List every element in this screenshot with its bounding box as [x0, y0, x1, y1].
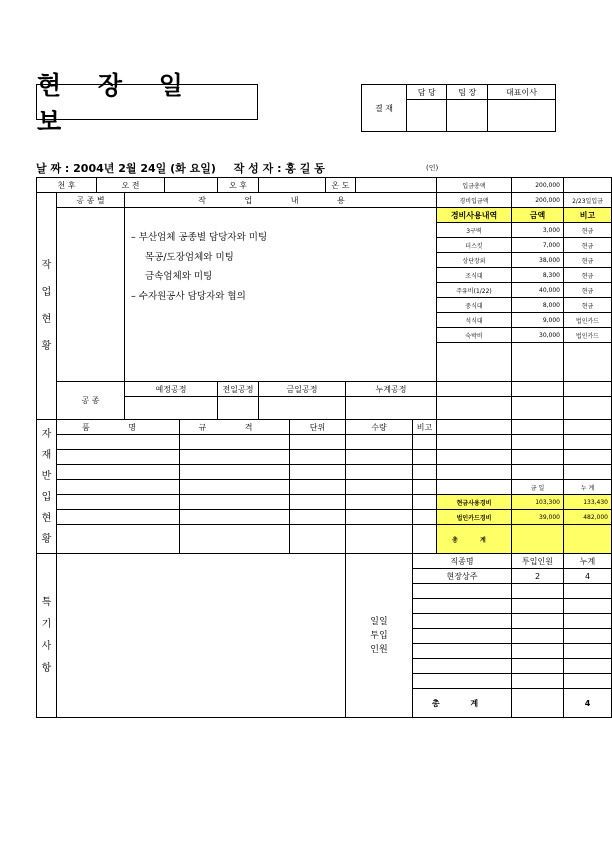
work-content-header: 작 업 내 용	[125, 193, 437, 208]
trade-cell[interactable]	[57, 208, 125, 382]
grand-total-today	[512, 525, 564, 554]
expense-item-note: 현금	[564, 283, 612, 298]
cash-expense-label: 현금사용경비	[437, 495, 512, 510]
trade-header: 공 종 별	[57, 193, 125, 208]
process-today-value[interactable]	[259, 397, 346, 420]
expense-item-note: 현금	[564, 298, 612, 313]
approval-header-leader: 팀 장	[447, 85, 487, 100]
expense-header-note: 비고	[564, 208, 612, 223]
materials-header-name: 품 명	[57, 420, 180, 435]
approval-sign-ceo[interactable]	[487, 100, 555, 132]
deposit-label: 입금총액	[437, 178, 512, 193]
labor-header-trade: 직종명	[413, 554, 512, 569]
work-line: – 부산엄체 공종별 담당자와 미팅	[131, 232, 268, 243]
expense-item-name: 주유비(1/22)	[437, 283, 512, 298]
weather-pm-value[interactable]	[259, 178, 326, 193]
page-title: 현 장 일 보	[36, 84, 258, 120]
materials-header-spec: 규 격	[180, 420, 290, 435]
materials-row[interactable]	[37, 435, 612, 450]
grand-total-label: 총 계	[437, 525, 512, 554]
expense-item-name: 조식대	[437, 268, 512, 283]
cash-expense-total: 133,430	[564, 495, 612, 510]
process-header-previous: 전일공정	[218, 382, 259, 397]
report-table	[36, 177, 612, 718]
temp-value[interactable]	[356, 178, 437, 193]
labor-grand-total: 4	[564, 689, 612, 718]
approval-header-ceo: 대표이사	[487, 85, 555, 100]
weather-am-value[interactable]	[165, 178, 218, 193]
work-line: 목공/도장엄체와 미팅	[145, 251, 234, 263]
expense-label: 경비입금액	[437, 193, 512, 208]
expense-item-amount: 40,000	[512, 283, 564, 298]
expense-header-amount: 금액	[512, 208, 564, 223]
seal-mark: (인)	[426, 164, 439, 172]
materials-section-label: 자 재 반 입 현 황	[37, 420, 57, 554]
approval-sign-staff[interactable]	[407, 100, 447, 132]
card-expense-today: 39,000	[512, 510, 564, 525]
work-section-label: 작 업 현 황	[37, 193, 57, 420]
materials-header-note: 비고	[413, 420, 437, 435]
card-expense-label: 법인카드경비	[437, 510, 512, 525]
weather-pm-label: 오 후	[218, 178, 259, 193]
labor-total: 4	[564, 569, 612, 584]
approval-sign-leader[interactable]	[447, 100, 487, 132]
expense-item-name: 상단장외	[437, 253, 512, 268]
labor-section-label: 일일 투입 인원	[346, 554, 413, 718]
expense-item-amount: 30,000	[512, 328, 564, 343]
work-line: 금속엄체와 미팅	[145, 271, 213, 282]
expense-note: 2/23일입금	[564, 193, 612, 208]
author-line: 작 성 자 : 홍 길 동	[233, 162, 325, 175]
process-header-today: 금일공정	[259, 382, 346, 397]
notes-content[interactable]	[57, 554, 346, 718]
expense-item-amount: 9,000	[512, 313, 564, 328]
approval-label: 결 재	[362, 85, 407, 132]
expense-item-name: 3구벽	[437, 223, 512, 238]
temp-label: 온 도	[326, 178, 356, 193]
process-planned-value[interactable]	[125, 397, 218, 420]
expense-item-note: 현금	[564, 253, 612, 268]
expense-item-note: 현금	[564, 268, 612, 283]
expense-item-amount: 8,300	[512, 268, 564, 283]
expense-item-note: 법인카드	[564, 328, 612, 343]
report-header	[36, 160, 556, 174]
process-header-cumulative: 누계공정	[346, 382, 437, 397]
process-cumulative-value[interactable]	[346, 397, 437, 420]
materials-header-qty: 수량	[346, 420, 413, 435]
date-line: 날 짜 : 2004년 2월 24일 (화 요일)	[36, 162, 216, 175]
expense-item-amount: 7,000	[512, 238, 564, 253]
expense-amount: 200,000	[512, 193, 564, 208]
process-label: 공 종	[57, 382, 125, 420]
cash-expense-today: 103,300	[512, 495, 564, 510]
summary-header-total: 누 계	[564, 480, 612, 495]
weather-label: 천 후	[37, 178, 97, 193]
labor-total-label: 총 계	[413, 689, 512, 718]
process-previous-value[interactable]	[218, 397, 259, 420]
card-expense-total: 482,000	[564, 510, 612, 525]
work-content[interactable]	[125, 208, 437, 382]
expense-item-name: 석식대	[437, 313, 512, 328]
notes-section-label: 특 기 사 항	[37, 554, 57, 718]
labor-header-total: 누계	[564, 554, 612, 569]
work-line: – 수자원공사 담당자와 협의	[131, 290, 246, 302]
expense-item-amount: 3,000	[512, 223, 564, 238]
materials-header-unit: 단위	[290, 420, 346, 435]
approval-header-staff: 담 당	[407, 85, 447, 100]
materials-row[interactable]	[37, 450, 612, 465]
materials-row[interactable]	[37, 465, 612, 480]
summary-header-today: 금 일	[512, 480, 564, 495]
materials-row[interactable]	[37, 480, 612, 495]
labor-count: 2	[512, 569, 564, 584]
materials-row[interactable]	[37, 510, 612, 525]
expense-item-name: 더스킷	[437, 238, 512, 253]
materials-row[interactable]	[37, 495, 612, 510]
deposit-amount: 200,000	[512, 178, 564, 193]
grand-total-cumulative	[564, 525, 612, 554]
expense-item-note: 현금	[564, 223, 612, 238]
expense-item-amount: 38,000	[512, 253, 564, 268]
approval-box	[361, 84, 556, 132]
weather-am-label: 오 전	[97, 178, 165, 193]
expense-header-item: 경비사용내역	[437, 208, 512, 223]
process-header-planned: 예정공정	[125, 382, 218, 397]
expense-item-amount: 8,000	[512, 298, 564, 313]
expense-item-name: 숙박비	[437, 328, 512, 343]
expense-item-name: 중식대	[437, 298, 512, 313]
labor-trade: 현장상주	[413, 569, 512, 584]
expense-item-note: 법인카드	[564, 313, 612, 328]
labor-header-count: 투입인원	[512, 554, 564, 569]
expense-item-note: 현금	[564, 238, 612, 253]
